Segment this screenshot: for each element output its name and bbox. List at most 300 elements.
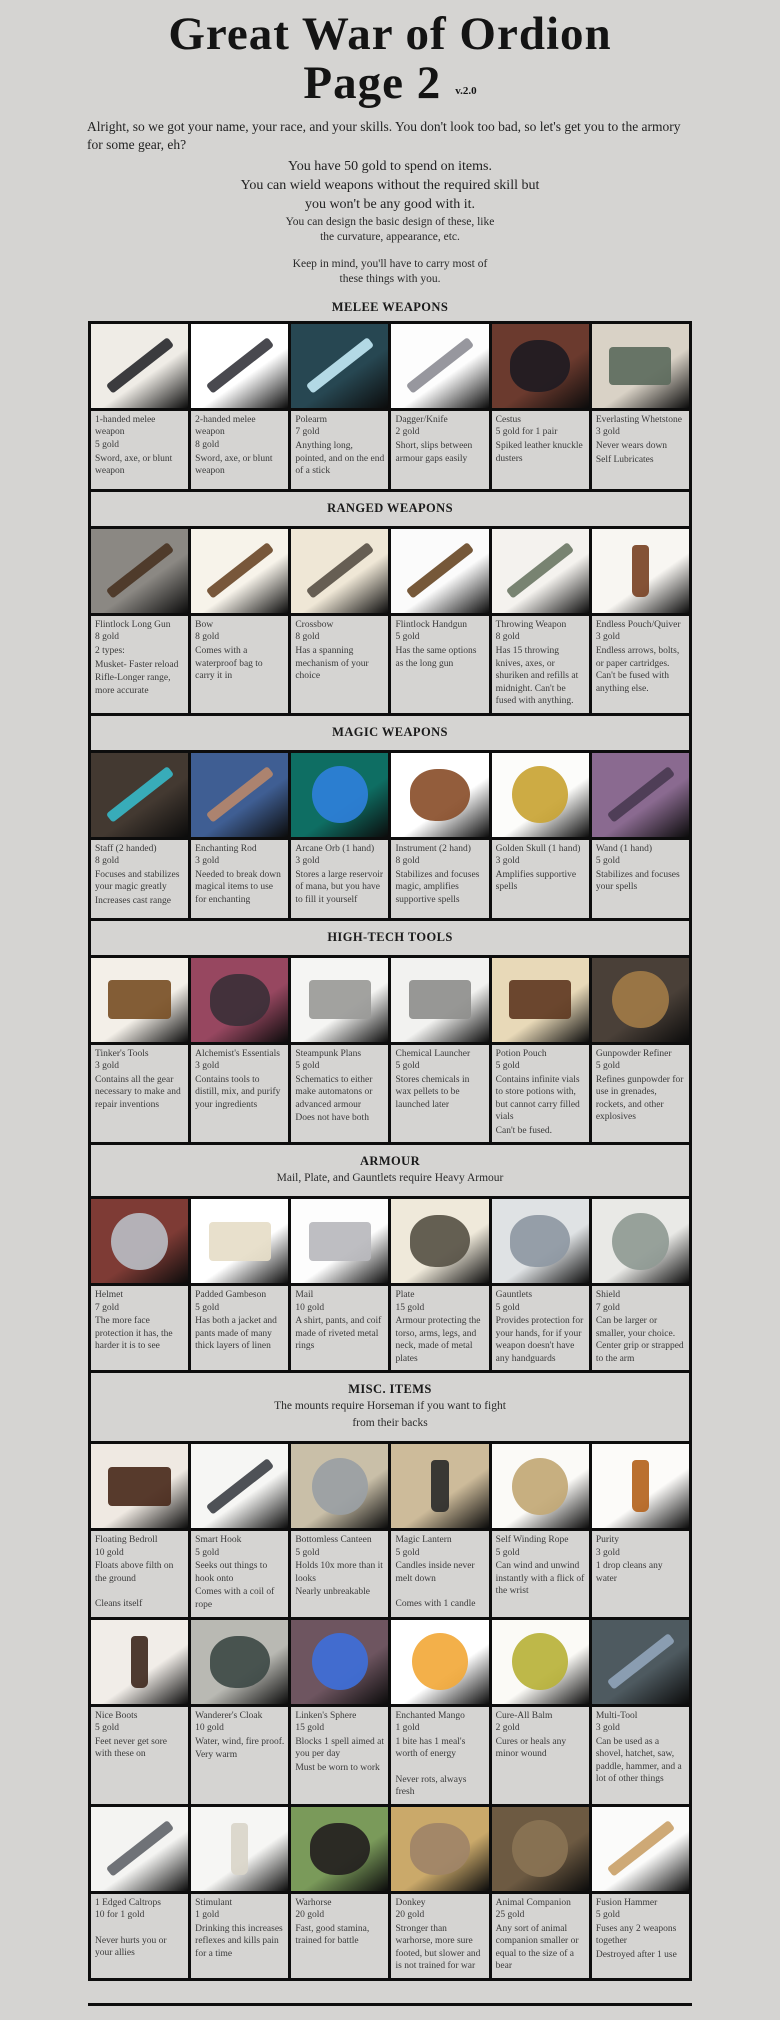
item-desc: Very warm [195,1750,238,1761]
item-desc: Endless arrows, bolts, or paper cartridges. Can't be fused with anything else. [595,645,680,694]
item-name: Multi-Tool [595,1710,638,1721]
section-title-magic: MAGIC WEAPONS [332,724,448,739]
note-line: You can design the basic design of these, like [285,215,495,228]
item-photo-2-handed-melee-weapon [191,324,288,408]
item-price: 3 gold [195,1061,220,1072]
item-card-purity [592,1531,689,1616]
item-card-wand-1-hand [592,840,689,918]
hammer-icon [606,1821,674,1877]
item-desc: Fuses any 2 weapons together [595,1923,677,1947]
item-name: Polearm [295,414,327,425]
item-card-throwing-weapon [492,616,589,713]
section-title-melee: MELEE WEAPONS [331,299,449,314]
item-price: 2 gold [495,1723,520,1734]
item-name: Dagger/Knife [395,414,448,425]
item-price: 3 gold [595,427,620,438]
item-photo-plate [391,1199,488,1283]
image-row-ranged [91,529,689,613]
note-line: these things with you. [339,273,441,286]
item-desc: Drinking this increases reflexes and kills pain for a time [195,1923,283,1959]
note-line: you won't be any good with it. [304,196,476,212]
bedroll-icon [108,1467,170,1506]
item-desc [395,1762,484,1773]
image-row-misc [91,1444,689,1528]
item-name: Staff (2 handed) [95,843,157,854]
round-shield-icon [612,1213,668,1270]
staff-icon [106,766,174,822]
item-card-animal-companion [492,1894,589,1978]
item-photo-1-edged-caltrops [91,1807,188,1891]
item-photo-crossbow [291,529,388,613]
item-price: 7 gold [595,1302,620,1313]
item-price: 1 gold [195,1910,220,1921]
item-name: Steampunk Plans [295,1048,362,1059]
image-row-misc [91,1807,689,1891]
item-desc: Can't be fused. [495,1125,552,1136]
item-price: 25 gold [495,1910,525,1921]
item-photo-staff-2-handed [91,753,188,837]
section-subtitle-misc: The mounts require Horseman if you want to fight [274,1400,506,1413]
item-price: 8 gold [95,856,120,867]
leather-pouch-icon [509,980,571,1019]
item-desc: Fast, good stamina, trained for battle [295,1923,370,1947]
item-photo-throwing-weapon [492,529,589,613]
shop-table [88,321,692,1981]
golden-skull-icon [512,766,568,823]
item-desc [95,1586,184,1597]
page-number: Page 2 [303,56,442,109]
item-card-bow [191,616,288,713]
glass-vial-icon [231,1823,248,1875]
item-desc: 2 types: [95,645,125,656]
item-desc: Never rots, always fresh [395,1774,467,1798]
note-line: You can wield weapons without the required skill but [240,178,540,194]
crossbow-drawing-icon [306,543,374,599]
item-card-gunpowder-refiner [592,1045,689,1143]
item-price: 8 gold [195,632,220,643]
reminder-note [0,257,780,288]
item-photo-flintlock-handgun [391,529,488,613]
item-desc: Anything long, pointed, and on the end of a stick [295,440,385,477]
item-card-2-handed-melee-weapon [191,411,288,489]
item-desc: Self Lubricates [595,454,654,465]
item-card-1-handed-melee-weapon [91,411,188,489]
item-card-wanderer-s-cloak [191,1707,288,1804]
notes-small [0,215,780,246]
item-desc: Rifle-Longer range, more accurate [95,673,171,696]
throwing-axe-icon [506,543,574,599]
item-photo-smart-hook [191,1444,288,1528]
item-name: Nice Boots [95,1710,138,1721]
item-photo-tinker-s-tools [91,958,188,1042]
item-price: 3 gold [495,856,520,867]
item-photo-endless-pouch-quiver [592,529,689,613]
intro-text: Alright, so we got your name, your race, and your skills. You don't look too bad, so let's get you to the armory for some gear, eh? [87,118,681,152]
item-card-everlasting-whetstone [592,411,689,489]
item-photo-gauntlets [492,1199,589,1283]
item-name: 2-handed melee weapon [195,414,256,438]
item-card-alchemist-s-essentials [191,1045,288,1143]
item-price: 3 gold [295,856,320,867]
item-card-chemical-launcher [391,1045,488,1143]
item-price: 5 gold [395,632,420,643]
item-name: Helmet [95,1290,123,1301]
item-price: 5 gold [595,1061,620,1072]
text-row-magic [91,840,689,918]
item-price: 8 gold [295,632,320,643]
item-desc: Seeks out things to hook onto [195,1561,268,1584]
item-desc: Destroyed after 1 use [595,1949,677,1960]
image-row-magic [91,753,689,837]
text-row-misc [91,1531,689,1616]
item-price: 10 gold [295,1302,325,1313]
item-card-dagger-knife [391,411,488,489]
item-name: Cestus [495,414,521,425]
item-desc: Stabilizes and focuses magic, amplifies supportive spells [395,869,480,905]
helmet-icon [111,1213,167,1270]
item-price: 5 gold [395,1547,420,1558]
item-name: Plate [395,1290,415,1301]
item-name: Crossbow [295,619,334,630]
item-desc: Amplifies supportive spells [495,869,577,893]
section-header-magic [91,716,689,750]
item-desc: Blocks 1 spell aimed at you per day [295,1736,384,1760]
item-price: 3 gold [195,856,220,867]
item-name: Flintlock Long Gun [95,619,171,630]
item-card-golden-skull-1-hand [492,840,589,918]
item-name: Instrument (2 hand) [395,843,471,854]
boots-icon [131,1636,148,1688]
section-header-misc [91,1373,689,1441]
item-name: Purity [595,1535,620,1546]
item-name: Floating Bedroll [95,1535,158,1546]
section-header-armour [91,1145,689,1196]
rope-coil-icon [512,1458,568,1515]
item-price: 5 gold [495,1302,520,1313]
item-price: 3 gold [95,1061,120,1072]
item-desc: Short, slips between armour gaps easily [395,440,473,464]
item-name: Animal Companion [495,1897,571,1908]
item-card-endless-pouch-quiver [592,616,689,713]
item-card-instrument-2-hand [391,840,488,918]
item-name: Arcane Orb (1 hand) [295,843,375,854]
item-price: 1 gold [395,1723,420,1734]
item-price: 8 gold [95,632,120,643]
item-desc: Contains tools to distill, mix, and purify your ingredients [195,1074,281,1110]
item-desc: Has a spanning mechanism of your choice [295,645,369,682]
item-photo-shield [592,1199,689,1283]
item-price: 8 gold [495,632,520,643]
hooded-cloak-icon [210,1636,270,1688]
item-card-potion-pouch [492,1045,589,1143]
bow-icon [206,543,274,599]
gambeson-icon [209,1222,271,1261]
item-card-1-edged-caltrops [91,1894,188,1978]
item-photo-arcane-orb-1-hand [291,753,388,837]
section-subtitle-armour: Mail, Plate, and Gauntlets require Heavy Armour [276,1172,504,1185]
section-header-ranged [91,492,689,526]
item-photo-fusion-hammer [592,1807,689,1891]
item-desc: Stabilizes and focuses your spells [595,869,680,893]
item-price: 3 gold [595,632,620,643]
item-desc: Can be used as a shovel, hatchet, saw, paddle, hammer, and a lot of other things [595,1736,682,1785]
item-card-shield [592,1286,689,1370]
item-photo-donkey [391,1807,488,1891]
item-card-nice-boots [91,1707,188,1804]
item-desc: 1 drop cleans any water [595,1561,663,1584]
enchanting-rod-icon [206,766,274,822]
item-name: Gunpowder Refiner [595,1048,672,1059]
arcane-orb-icon [312,766,368,823]
text-row-misc [91,1707,689,1804]
mail-shirt-icon [309,1222,371,1261]
item-photo-flintlock-long-gun [91,529,188,613]
item-desc: Never hurts you or your allies [95,1935,167,1959]
item-price: 5 gold [495,1547,520,1558]
item-photo-self-winding-rope [492,1444,589,1528]
item-photo-helmet [91,1199,188,1283]
section-subtitle-misc: from their backs [352,1417,428,1430]
schematics-icon [309,980,371,1019]
item-desc: Sword, axe, or blunt weapon [195,453,273,477]
item-price: 5 gold [595,1910,620,1921]
image-row-melee [91,324,689,408]
item-photo-stimulant [191,1807,288,1891]
item-price: 3 gold [595,1723,620,1734]
item-photo-multi-tool [592,1620,689,1704]
mango-icon [412,1633,468,1690]
item-photo-warhorse [291,1807,388,1891]
item-desc: Armour protecting the torso, arms, legs, and neck, made of metal plates [395,1316,481,1364]
item-price: 5 gold [395,1061,420,1072]
item-photo-cestus [492,324,589,408]
item-photo-gunpowder-refiner [592,958,689,1042]
item-desc: Nearly unbreakable [295,1587,370,1598]
item-photo-everlasting-whetstone [592,324,689,408]
item-desc: Needed to break down magical items to use for enchanting [195,869,281,905]
item-photo-dagger-knife [391,324,488,408]
note-line: the curvature, appearance, etc. [320,231,460,244]
item-price: 15 gold [395,1302,425,1313]
item-name: Gauntlets [495,1290,533,1301]
item-price: 5 gold [295,1547,320,1558]
item-desc: Does not have both [295,1113,369,1124]
notes-medium [0,158,780,215]
one-handed-axe-icon [106,338,174,394]
caltrops-icon [106,1821,174,1877]
image-row-misc [91,1620,689,1704]
version-label: v.2.0 [455,84,477,97]
item-card-bottomless-canteen [291,1531,388,1616]
item-photo-wanderer-s-cloak [191,1620,288,1704]
item-name: Golden Skull (1 hand) [495,843,581,854]
item-price: 20 gold [295,1910,325,1921]
item-name: Tinker's Tools [95,1048,149,1059]
black-horse-icon [310,1823,370,1875]
item-card-plate [391,1286,488,1370]
note-line: Keep in mind, you'll have to carry most of [292,257,488,270]
quiver-arrows-icon [632,545,649,597]
item-card-tinker-s-tools [91,1045,188,1143]
item-card-donkey [391,1894,488,1978]
multi-tool-icon [606,1633,674,1689]
item-desc: Stronger than warhorse, more sure footed, but slower and is not trained for war [395,1923,481,1972]
item-photo-magic-lantern [391,1444,488,1528]
section-title-high-tech: HIGH-TECH TOOLS [327,929,453,944]
item-card-enchanted-mango [391,1707,488,1804]
item-photo-enchanted-mango [391,1620,488,1704]
item-desc: Feet never get sore with these on [95,1736,168,1760]
item-desc: Can wind and unwind instantly with a flick of the wrist [495,1561,585,1597]
text-row-high-tech [91,1045,689,1143]
item-photo-chemical-launcher [391,958,488,1042]
item-card-staff-2-handed [91,840,188,918]
item-photo-linken-s-sphere [291,1620,388,1704]
item-desc: A shirt, pants, and coif made of riveted metal rings [295,1316,382,1352]
item-name: Padded Gambeson [195,1290,267,1301]
item-price: 5 gold [195,1302,220,1313]
item-desc: Candles inside never melt down [395,1561,475,1584]
page-title: Great War of Ordion [168,8,612,60]
item-desc: Has the same options as the long gun [395,645,477,669]
item-desc: Comes with 1 candle [395,1599,476,1610]
item-desc: Floats above filth on the ground [95,1561,174,1584]
item-desc: Stores a large reservoir of mana, but you have to fill it yourself [295,869,383,905]
item-photo-mail [291,1199,388,1283]
whetstone-icon [609,347,671,386]
item-price: 5 gold [195,1547,220,1558]
item-name: Wanderer's Cloak [195,1710,263,1721]
item-name: Endless Pouch/Quiver [595,619,681,630]
item-desc: Has 15 throwing knives, axes, or shuriken and refills at midnight. Can't be fused with anything. [495,645,579,707]
item-desc: Can be larger or smaller, your choice. Center grip or strapped to the arm [595,1316,684,1364]
item-desc [95,1923,184,1934]
item-name: Bottomless Canteen [295,1535,372,1546]
bottom-divider [88,2003,692,2006]
item-desc: Stores chemicals in wax pellets to be launched later [395,1074,470,1110]
item-price: 5 gold [595,856,620,867]
page-title-line2 [303,56,477,109]
item-name: Alchemist's Essentials [195,1048,280,1059]
item-name: 1 Edged Caltrops [95,1897,161,1908]
item-photo-steampunk-plans [291,958,388,1042]
item-photo-nice-boots [91,1620,188,1704]
item-card-crossbow [291,616,388,713]
item-name: Warhorse [295,1897,332,1908]
item-name: Chemical Launcher [395,1048,471,1059]
item-card-flintlock-long-gun [91,616,188,713]
powder-barrel-icon [612,971,668,1028]
item-photo-golden-skull-1-hand [492,753,589,837]
item-price: 5 gold [95,439,120,450]
text-row-ranged [91,616,689,713]
dagger-icon [406,338,474,394]
item-desc: Focuses and stabilizes your magic greatly [95,869,180,893]
item-desc: Must be worn to work [295,1762,380,1773]
wand-icon [606,766,674,822]
item-card-linken-s-sphere [291,1707,388,1804]
item-name: Shield [595,1290,621,1301]
item-desc: Contains all the gear necessary to make and repair inventions [95,1074,181,1110]
item-desc: Has both a jacket and pants made of many thick layers of linen [195,1316,277,1352]
item-card-self-winding-rope [492,1531,589,1616]
page-header [0,0,780,108]
item-price: 8 gold [195,439,220,450]
item-name: Magic Lantern [395,1535,452,1546]
item-desc: Cleans itself [95,1599,143,1610]
donkey-icon [410,1823,470,1875]
item-desc: 1 bite has 1 meal's worth of energy [395,1736,466,1760]
item-card-cure-all-balm [492,1707,589,1804]
item-desc: Musket- Faster reload [95,659,179,670]
item-card-helmet [91,1286,188,1370]
item-price: 5 gold [495,1061,520,1072]
flintlock-long-gun-icon [106,543,174,599]
item-card-mail [291,1286,388,1370]
item-name: Flintlock Handgun [395,619,467,630]
plate-cuirass-icon [410,1215,470,1267]
item-photo-instrument-2-hand [391,753,488,837]
item-price: 3 gold [595,1547,620,1558]
item-name: Fusion Hammer [595,1897,658,1908]
item-desc: Contains infinite vials to store potions with, but cannot carry filled vials [495,1074,580,1123]
amber-ampoule-icon [632,1460,649,1512]
item-name: Enchanting Rod [195,843,257,854]
item-card-gauntlets [492,1286,589,1370]
text-row-misc [91,1894,689,1978]
item-card-warhorse [291,1894,388,1978]
text-row-armour [91,1286,689,1370]
item-desc: Comes with a waterproof bag to carry it in [195,645,263,682]
item-photo-alchemist-s-essentials [191,958,288,1042]
item-price: 7 gold [295,427,320,438]
item-name: Everlasting Whetstone [595,414,682,425]
item-card-padded-gambeson [191,1286,288,1370]
item-name: 1-handed melee weapon [95,414,156,438]
item-name: Smart Hook [195,1535,242,1546]
item-photo-animal-companion [492,1807,589,1891]
bear-icon [512,1820,568,1877]
item-desc: Water, wind, fire proof. [195,1736,285,1747]
lantern-icon [431,1460,448,1512]
item-desc: Refines gunpowder for use in grenades, rockets, and other explosives [595,1074,684,1123]
item-card-cestus [492,411,589,489]
grappling-hook-icon [206,1458,274,1514]
item-card-multi-tool [592,1707,689,1804]
item-card-arcane-orb-1-hand [291,840,388,918]
item-name: Potion Pouch [495,1048,547,1059]
item-name: Throwing Weapon [495,619,567,630]
item-desc: Comes with a coil of rope [195,1587,275,1611]
note-line: You have 50 gold to spend on items. [288,159,492,175]
item-price: 5 gold [295,1061,320,1072]
item-photo-bow [191,529,288,613]
item-photo-potion-pouch [492,958,589,1042]
item-photo-floating-bedroll [91,1444,188,1528]
polearm-art-icon [306,338,374,394]
item-price: 15 gold [295,1723,325,1734]
item-price: 5 gold for 1 pair [495,427,558,438]
item-desc: Spiked leather knuckle dusters [495,440,583,464]
item-name: Bow [195,619,214,630]
item-desc: Any sort of animal companion smaller or equal to the size of a bear [495,1923,579,1972]
item-price: 10 gold [95,1547,124,1558]
item-desc: Cures or heals any minor wound [495,1736,567,1760]
item-price: 10 for 1 gold [95,1910,145,1921]
item-name: Enchanted Mango [395,1710,465,1721]
item-desc: Never wears down [595,440,668,451]
item-card-enchanting-rod [191,840,288,918]
